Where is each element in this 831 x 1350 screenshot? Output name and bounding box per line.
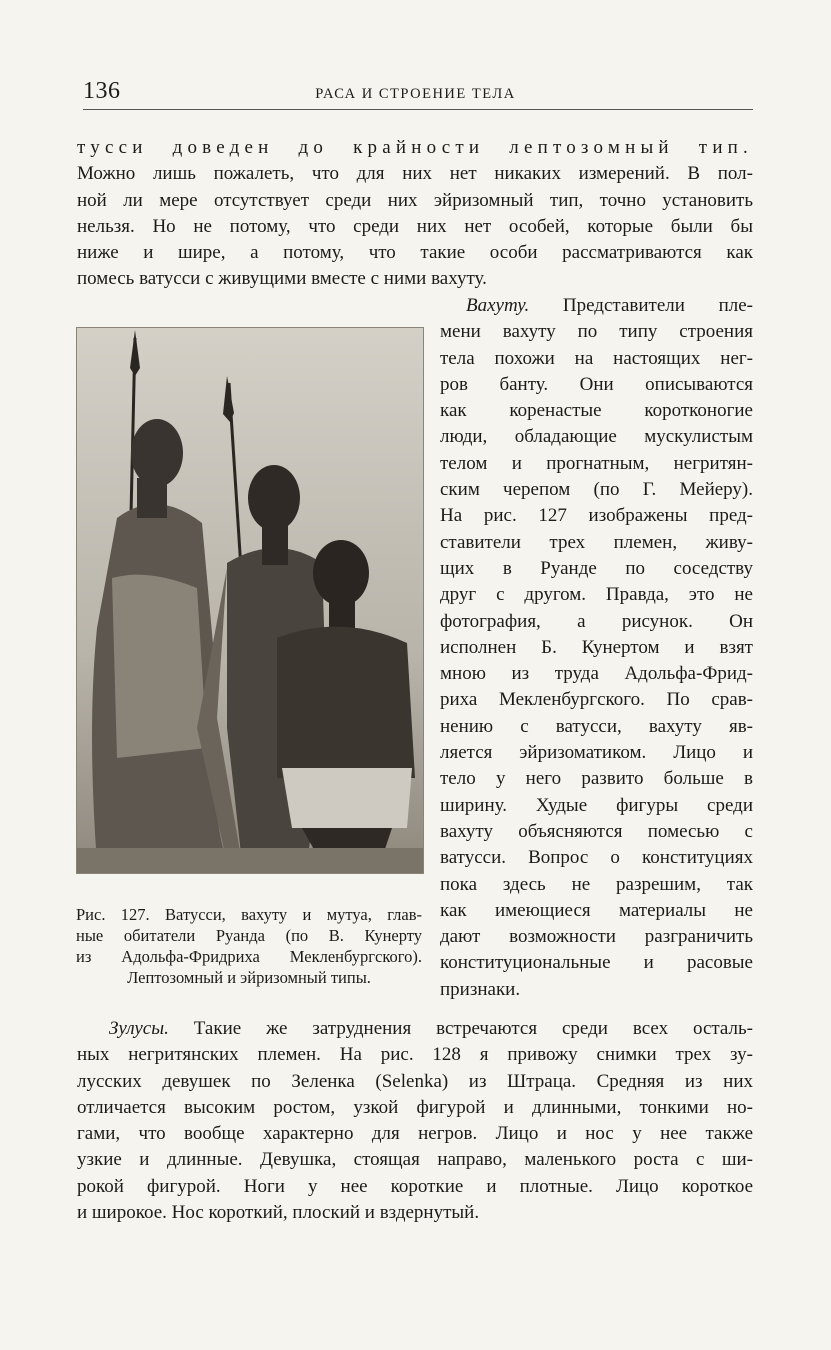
caption-line: из Адольфа-Фридриха Мекленбургского). — [76, 947, 422, 966]
text-line: пока здесь не разрешим, так — [440, 873, 753, 895]
figure-127-illustration — [76, 327, 424, 874]
text-line: ширину. Худые фигуры среди — [440, 794, 753, 816]
text-line: друг с другом. Правда, это не — [440, 584, 753, 606]
vahutu-paragraph — [440, 293, 753, 1003]
running-title: РАСА И СТРОЕНИЕ ТЕЛА — [315, 86, 516, 102]
figure-caption — [76, 904, 422, 988]
text-line: мною из труда Адольфа-Фрид- — [440, 663, 753, 685]
zulu-paragraph — [77, 1016, 753, 1226]
text-line: тело у него развито больше в — [440, 768, 753, 790]
text-line: люди, обладающие мускулистым — [440, 426, 753, 448]
text-line — [440, 293, 753, 319]
text-line: тусси доведен до крайности лептозомный тип. — [77, 137, 753, 158]
text-line: мени вахуту по типу строения — [440, 321, 753, 343]
caption-line: ные обитатели Руанда (по В. Кунерту — [76, 926, 422, 945]
header-rule — [83, 109, 753, 110]
text-line: ляется эйризоматиком. Лицо и — [440, 742, 753, 764]
text-line: как коренастые коротконогие — [440, 400, 753, 422]
text-fragment: Такие же затруднения встречаются среди всех осталь- — [168, 1018, 753, 1039]
text-line: На рис. 127 изображены пред- — [440, 505, 753, 527]
text-line: ставители трех племен, живу- — [440, 531, 753, 553]
text-line: тела похожи на настоящих нег- — [440, 347, 753, 369]
section-heading-zulu: Зулусы. — [109, 1018, 169, 1039]
text-line: исполнен Б. Кунертом и взят — [440, 636, 753, 658]
text-line: ных негритянских племен. На рис. 128 я привожу снимки трех зу- — [77, 1044, 753, 1066]
text-line: конституциональные и расовые — [440, 952, 753, 974]
text-line: как имеющиеся материалы не — [440, 899, 753, 921]
text-line: ров банту. Они описываются — [440, 373, 753, 395]
text-line: фотография, а рисунок. Он — [440, 610, 753, 632]
section-heading-vahutu: Вахуту. — [466, 295, 530, 316]
text-fragment: Представители пле- — [529, 295, 753, 316]
text-line: нельзя. Но не потому, что среди них нет особей, которые были бы — [77, 215, 753, 237]
text-line: ским черепом (по Г. Мейеру). — [440, 479, 753, 501]
text-line: дают возможности разграничить — [440, 926, 753, 948]
text-line: лусских девушек по Зеленка (Selenka) из Штраца. Средняя из них — [77, 1070, 753, 1092]
text-line: ватусси. Вопрос о конституциях — [440, 847, 753, 869]
text-line: рокой фигурой. Ноги у нее короткие и плотные. Лицо короткое — [77, 1175, 753, 1197]
top-paragraph — [77, 135, 753, 293]
text-line — [77, 1016, 753, 1042]
text-line: риха Мекленбургского. По срав- — [440, 689, 753, 711]
page-number: 136 — [83, 78, 121, 104]
text-line: ниже и шире, а потому, что такие особи рассматриваются как — [77, 242, 753, 264]
text-line: признаки. — [440, 978, 521, 1000]
text-line: Можно лишь пожалеть, что для них нет никаких измерений. В пол- — [77, 163, 753, 185]
text-line: ной ли мере отсутствует среди них эйризомный тип, точно установить — [77, 189, 753, 211]
text-line: узкие и длинные. Девушка, стоящая направо, маленького роста с ши- — [77, 1149, 753, 1171]
caption-line: Лептозомный и эйризомный типы. — [127, 968, 371, 987]
text-line: вахуту объясняются помесью с — [440, 820, 753, 842]
text-line: щих в Руанде по соседству — [440, 557, 753, 579]
caption-line: Рис. 127. Ватусси, вахуту и мутуа, глав- — [76, 905, 422, 924]
text-line: и широкое. Нос короткий, плоский и вздернутый. — [77, 1202, 480, 1224]
text-line: нению с ватусси, вахуту яв- — [440, 715, 753, 737]
text-line: гами, что вообще характерно для негров. Лицо и нос у нее также — [77, 1123, 753, 1145]
text-line: отличается высоким ростом, узкой фигурой и длинными, тонкими но- — [77, 1096, 753, 1118]
text-line: телом и прогнатным, негритян- — [440, 452, 753, 474]
text-line: помесь ватусси с живущими вместе с ними вахуту. — [77, 268, 487, 290]
